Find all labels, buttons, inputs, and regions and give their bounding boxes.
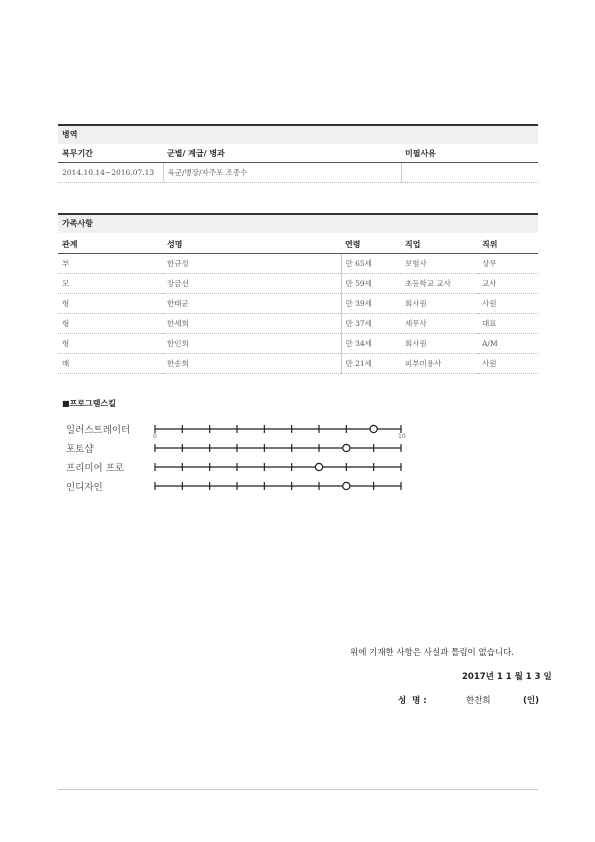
- skill-level-marker: [315, 463, 322, 470]
- column-header: 직업: [401, 235, 478, 254]
- skill-label: 포토샵: [66, 444, 94, 455]
- job-cell: 초등학교 교사: [401, 274, 478, 294]
- age-cell: 만 39세: [341, 294, 401, 314]
- column-header: 군별/ 계급/ 병과: [163, 144, 401, 163]
- column-header: 미필사유: [401, 144, 538, 163]
- job-cell: 세무사: [401, 314, 478, 334]
- job-cell: 회사원: [401, 294, 478, 314]
- skill-level-marker: [343, 444, 350, 451]
- declaration-date: 2017년 1 1 월 1 3 일: [462, 672, 552, 682]
- age-cell: 만 21세: [341, 354, 401, 374]
- relation-cell: 부: [58, 254, 163, 274]
- position-cell: 교사: [478, 274, 538, 294]
- age-cell: 만 37세: [341, 314, 401, 334]
- signer-name: 한찬희: [466, 696, 491, 706]
- relation-cell: 형: [58, 294, 163, 314]
- relation-cell: 매: [58, 354, 163, 374]
- name-cell: 한송희: [163, 354, 341, 374]
- position-cell: A/M: [478, 334, 538, 354]
- relation-cell: 형: [58, 334, 163, 354]
- skill-label: 일러스트레이터: [66, 425, 131, 436]
- relation-cell: 형: [58, 314, 163, 334]
- column-header: 복무기간: [58, 144, 163, 163]
- job-cell: 회사원: [401, 334, 478, 354]
- position-cell: 상무: [478, 254, 538, 274]
- skill-label: 프리미어 프로: [66, 463, 125, 474]
- skill-label: 인디자인: [66, 482, 103, 493]
- age-cell: 만 34세: [341, 334, 401, 354]
- family-section-title: 가족사항: [58, 213, 538, 233]
- name-cell: 장금선: [163, 274, 341, 294]
- job-cell: 피부미용사: [401, 354, 478, 374]
- signer-name-label: 성 명 :: [398, 696, 427, 706]
- skill-level-marker: [343, 482, 350, 489]
- name-cell: 한인희: [163, 334, 341, 354]
- declaration-statement: 위에 기재한 사항은 사실과 틀림이 없습니다.: [350, 648, 515, 658]
- column-header: 직위: [478, 235, 538, 254]
- position-cell: 사원: [478, 354, 538, 374]
- seal-mark: (인): [523, 696, 539, 706]
- age-cell: 만 65세: [341, 254, 401, 274]
- column-header: 관계: [58, 235, 163, 254]
- footer-divider: [58, 789, 538, 790]
- column-header: 성명: [163, 235, 341, 254]
- name-cell: 한태균: [163, 294, 341, 314]
- skill-level-marker: [370, 425, 377, 432]
- column-header: 연령: [341, 235, 401, 254]
- position-cell: 사원: [478, 294, 538, 314]
- military-section-title: 병역: [58, 124, 538, 144]
- skills-section-title: ■프로그램스킬: [62, 399, 116, 408]
- job-cell: 보험사: [401, 254, 478, 274]
- branch-rank: 육군/병장/자주포 조종수: [163, 163, 401, 183]
- position-cell: 대표: [478, 314, 538, 334]
- relation-cell: 모: [58, 274, 163, 294]
- name-cell: 한세희: [163, 314, 341, 334]
- scale-min-label: 0: [153, 433, 157, 440]
- scale-max-label: 10: [398, 433, 406, 440]
- name-cell: 한규성: [163, 254, 341, 274]
- service-period: 2014.10.14~2016.07.13: [58, 163, 163, 183]
- age-cell: 만 59세: [341, 274, 401, 294]
